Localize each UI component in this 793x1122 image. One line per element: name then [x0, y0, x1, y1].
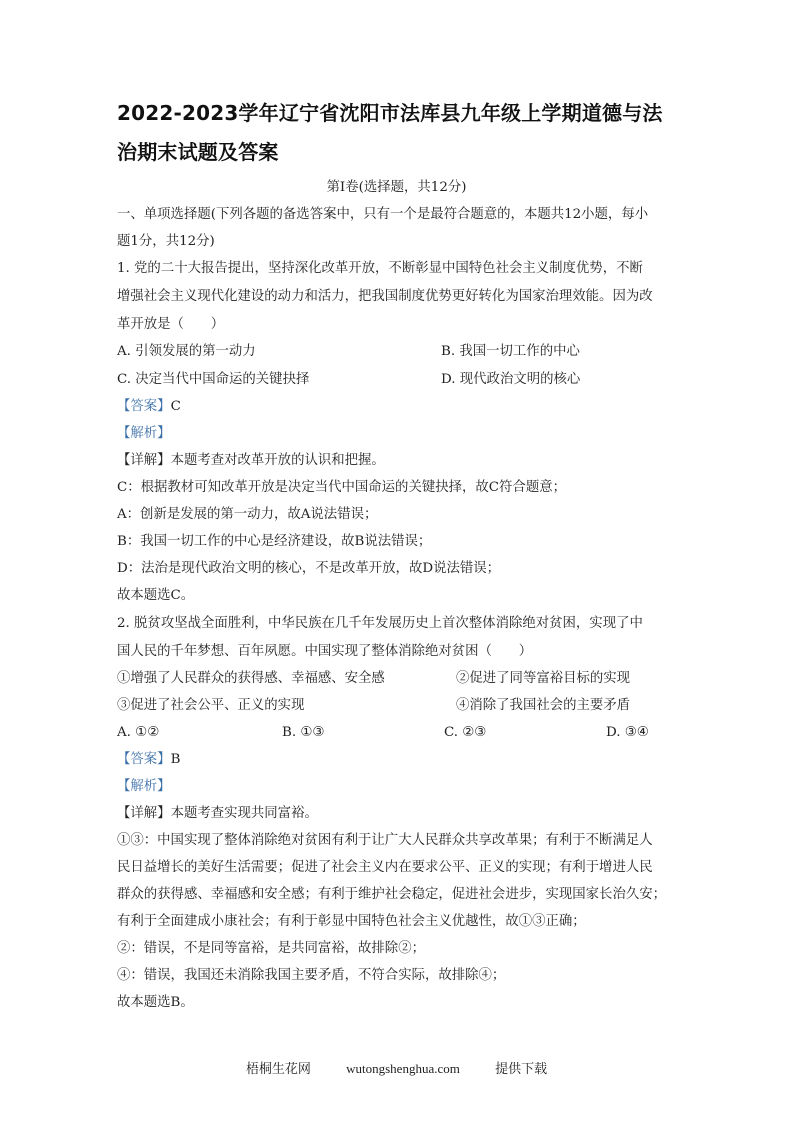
q1-option-d: D. 现代政治文明的核心: [441, 372, 581, 387]
document-title: [117, 94, 687, 172]
q1-stem-line-2: 增强社会主义现代化建设的动力和活力，把我国制度优势更好转化为国家治理效能。因为改: [117, 289, 653, 304]
q2-option-c: C. ②③: [444, 725, 487, 740]
q2-detail: 【详解】本题考查实现共同富裕。: [117, 806, 318, 821]
q1-option-b: B. 我国一切工作的中心: [441, 344, 580, 359]
q1-stem-line-3: 革开放是（ ）: [117, 317, 225, 332]
q2-option-b: B. ①③: [282, 725, 325, 740]
answer-tag: 【答案】: [117, 752, 171, 767]
answer-value: B: [170, 752, 181, 767]
q1-stem-line-1: 1. 党的二十大报告提出，坚持深化改革开放，不断彰显中国特色社会主义制度优势，不断: [117, 261, 643, 276]
q2-statement-1: ①增强了人民群众的获得感、幸福感、安全感: [117, 671, 385, 686]
instructions-line-2: 题1分，共12分): [117, 234, 215, 249]
q1-detail: 【详解】本题考查对改革开放的认识和把握。: [117, 453, 385, 468]
footer-site-name: 梧桐生花网: [245, 1061, 311, 1076]
q1-answer: [117, 398, 181, 416]
section-heading: 第Ⅰ卷(选择题，共12分): [326, 180, 467, 195]
q2-stem-line-2: 国人民的千年梦想、百年夙愿。中国实现了整体消除绝对贫困（ ）: [117, 644, 533, 659]
q2-explanation-line-6: ④：错误，我国还未消除我国主要矛盾，不符合实际，故排除④；: [117, 968, 506, 983]
q2-answer: [117, 751, 180, 769]
answer-value: C: [170, 399, 181, 414]
q2-conclusion: 故本题选B。: [117, 995, 194, 1010]
q2-statement-2: ②促进了同等富裕目标的实现: [456, 671, 631, 686]
q2-stem-line-1: 2. 脱贫攻坚战全面胜利，中华民族在几千年发展历史上首次整体消除绝对贫困，实现了中: [117, 616, 643, 631]
detail-tag: 【详解】: [117, 453, 171, 468]
q2-explanation-line-4: 有利于全面建成小康社会；有利于彰显中国特色社会主义优越性，故①③正确；: [117, 914, 586, 929]
q1-explanation-a: A：创新是发展的第一动力，故A说法错误；: [117, 507, 378, 522]
title-line-1: 2022-2023学年辽宁省沈阳市法库县九年级上学期道德与法: [117, 101, 663, 125]
answer-tag: 【答案】: [117, 399, 171, 414]
analysis-tag: 【解析】: [117, 779, 171, 794]
page-footer: [0, 1058, 793, 1077]
title-line-2: 治期末试题及答案: [117, 140, 279, 164]
analysis-tag: 【解析】: [117, 426, 171, 441]
q1-option-c: C. 决定当代中国命运的关键抉择: [117, 372, 310, 387]
q1-option-a: A. 引领发展的第一动力: [117, 344, 256, 359]
detail-tag: 【详解】: [117, 806, 171, 821]
q2-analysis: [117, 778, 171, 796]
q2-explanation-line-1: ①③：中国实现了整体消除绝对贫困有利于让广大人民群众共享改革果；有利于不断满足人: [117, 833, 653, 848]
q2-option-a: A. ①②: [117, 725, 160, 740]
instructions-line-1: 一、单项选择题(下列各题的备选答案中，只有一个是最符合题意的，本题共12小题，每小: [117, 207, 649, 222]
q2-explanation-line-2: 民日益增长的美好生活需要；促进了社会主义内在要求公平、正义的实现；有利于增进人民: [117, 860, 653, 875]
q1-analysis: [117, 425, 171, 443]
q1-conclusion: 故本题选C。: [117, 588, 195, 603]
q1-explanation-d: D：法治是现代政治文明的核心，不是改革开放，故D说法错误；: [117, 561, 501, 576]
q1-explanation-c: C：根据教材可知改革开放是决定当代中国命运的关键抉择，故C符合题意；: [117, 480, 566, 495]
q1-explanation-b: B：我国一切工作的中心是经济建设，故B说法错误；: [117, 534, 432, 549]
footer-url[interactable]: wutongshenghua.com: [346, 1061, 460, 1076]
q2-statement-4: ④消除了我国社会的主要矛盾: [456, 698, 631, 713]
q2-explanation-line-5: ②：错误，不是同等富裕，是共同富裕，故排除②；: [117, 941, 425, 956]
q2-option-d: D. ③④: [606, 725, 649, 740]
footer-note: 提供下载: [495, 1061, 548, 1076]
q2-explanation-line-3: 群众的获得感、幸福感和安全感；有利于维护社会稳定，促进社会进步，实现国家长治久安；: [117, 887, 667, 902]
q2-statement-3: ③促进了社会公平、正义的实现: [117, 698, 305, 713]
